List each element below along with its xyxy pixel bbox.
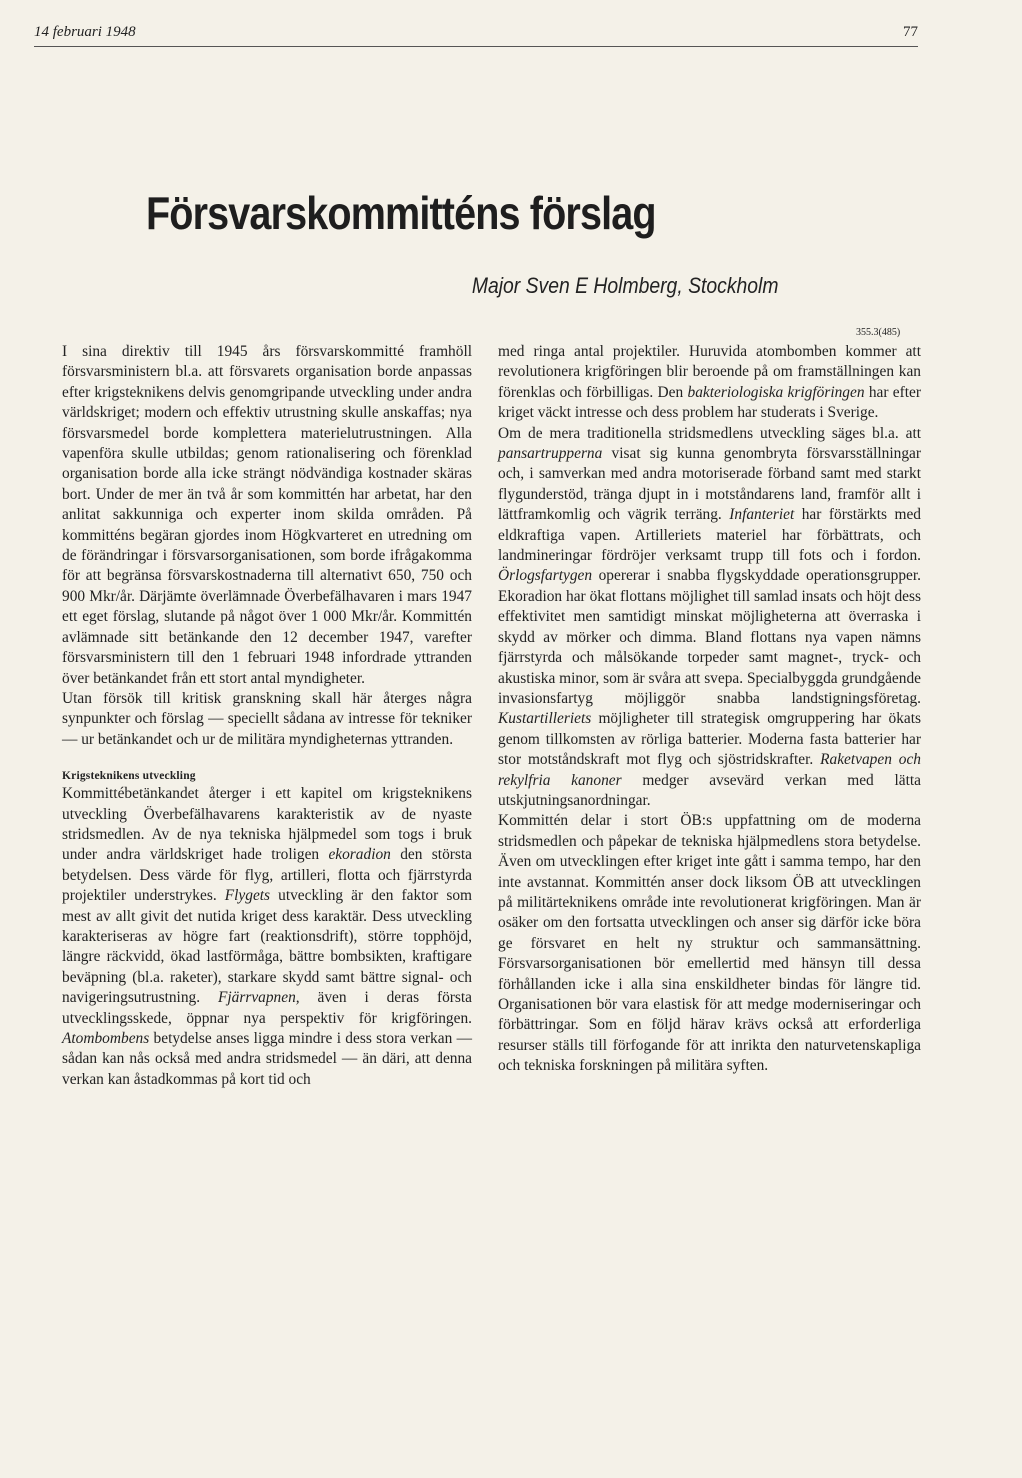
section-heading: Krigsteknikens utveckling — [62, 770, 196, 783]
right-column — [498, 342, 921, 1077]
paragraph: Utan försök till kritisk granskning skall här återges några synpunkter och förslag — speciellt sådana av intresse för tekniker — ur betänkandet och ur de militära myndigheternas yttranden. — [62, 689, 472, 748]
paragraph: Kommittén delar i stort ÖB:s uppfattning om de moderna stridsmedlen och påpekar de tekniska hjälpmedlens stora betydelse. Även om utvecklingen efter kriget inte gått i samma tempo, har den inte avstannat. Kommittén anser dock liksom ÖB att utvecklingen på militärteknikens område inte revolutionerat krigföringen. Man är osäker om den fortsatta utvecklingen och anser sig därför icke böra ge försvaret en helt ny struktur och sammansättning. Försvarsorganisationen bör emellertid med hänsyn till dessa förhållanden icke i alla sina enskildheter bindas för längre tid. Organisationen bör vara elastisk för att medge moderniseringar och förbättringar. Som en följd härav krävs också att erforderliga resurser ställs till förfogande för att inrikta den naturvetenskapliga och tekniska forskningen på militära syften. — [498, 812, 921, 1075]
article-byline: Major Sven E Holmberg, Stockholm — [471, 273, 778, 298]
paragraph: Kommittébetänkandet återger i ett kapitel om krigsteknikens utveckling Överbefälhavarens karakteristik av de nyaste stridsmedlen. Av de nya tekniska hjälpmedel som togs i bruk under andra världskriget hade troligen ekoradion den största betydelsen. Dess värde för flyg, artilleri, flotta och fjärrstyrda projektiler understrykes. Flygets utveckling är den faktor som mest av allt givit det nutida kriget dess karaktär. Dess utveckling karakteriseras av högre fart (reaktionsdrift), större topphöjd, längre räckvidd, ökad lastförmåga, bättre bombsikten, kraftigare beväpning (bl.a. raketer), starkare skydd samt bättre signal- och navigeringsutrustning. Fjärrvapnen, även i deras första utvecklingsskede, öppnar nya perspektiv för krigföringen. Atombombens betydelse anses ligga mindre i dess stora verkan — sådan kan nås också med andra stridsmedel — än däri, att denna verkan kan åstadkommas på kort tid och — [62, 785, 473, 1088]
paragraph: med ringa antal projektiler. Huruvida atombomben kommer att revolutionera krigföringen blir beroende på om framställningen kan förenklas och förbilligas. Den bakteriologiska krigföringen har efter kriget väckt intresse och dess problem har studerats i Sverige. — [498, 343, 921, 422]
classification-code: 355.3(485) — [856, 327, 901, 338]
running-head — [34, 24, 918, 47]
paragraph: I sina direktiv till 1945 års försvarskommitté framhöll försvarsministern bl.a. att försvarets organisation borde anpassas efter krigsteknikens delvis genomgripande utveckling under andra världskriget; modern och effektiv utrustning skulle anskaffas; nya försvarsmedel borde komplettera materielutrustningen. Alla vapenföra skulle utbildas; genom rationalisering och förenklad organisation borde alla icke strängt nödvändiga kostnader skäras bort. Under de mer än två år som kommittén har arbetat, har den anlitat sakkunniga och experter inom skilda områden. På kommitténs begäran gjordes inom Högkvarteret en utredning om de förändringar i försvarsorganisationen, som borde ifrågakomma för att begränsa försvarskostnaderna till alternativt 650, 750 och 900 Mkr/år. Därjämte överlämnade Överbefälhavaren i mars 1947 ett eget förslag, slutande på något över 1 000 Mkr/år. Kommittén avlämnade sitt betänkande den 12 december 1947, varefter försvarsministern till den 1 februari 1948 infordrade yttranden över betänkandet från ett stort antal myndigheter. — [62, 343, 472, 687]
header-date: 14 februari 1948 — [34, 24, 136, 40]
left-column — [62, 342, 472, 1090]
page-number: 77 — [903, 24, 918, 40]
paragraph: Om de mera traditionella stridsmedlens utveckling säges bl.a. att pansartrupperna visat sig kunna genombryta försvarsställningar och, i samverkan med andra motoriserade förband samt med starkt flygunderstöd, tränga djupt in i motståndarens land, framför allt i lättframkomlig och vägrik terräng. Infanteriet har förstärkts med eldkraftiga vapen. Artilleriets materiel har förbättrats, och landmineringar fördröjer verksamt trupp till fots och i fordon. Örlogsfartygen opererar i snabba flygskyddade operationsgrupper. Ekoradion har ökat flottans möjlighet till samlad insats och höjt dess effektivitet men samtidigt minskat möjligheterna att överraska i skydd av mörker och dimma. Bland flottans nya vapen nämns fjärrstyrda och målsökande torpeder samt magnet-, tryck- och akustiska minor, som är svåra att svepa. Specialbyggda grundgående invasionsfartyg möjliggör snabba landstigningsföretag. Kustartilleriets möjligheter till strategisk omgruppering har ökats genom tillkomsten av rörliga batterier. Moderna fasta batterier har stor motståndskraft mot flyg och sjöstridskrafter. Raketvapen och rekylfria kanoner medger avsevärd verkan med lätta utskjutningsanordningar. — [498, 424, 921, 809]
article-title: Försvarskommitténs förslag — [146, 187, 656, 239]
